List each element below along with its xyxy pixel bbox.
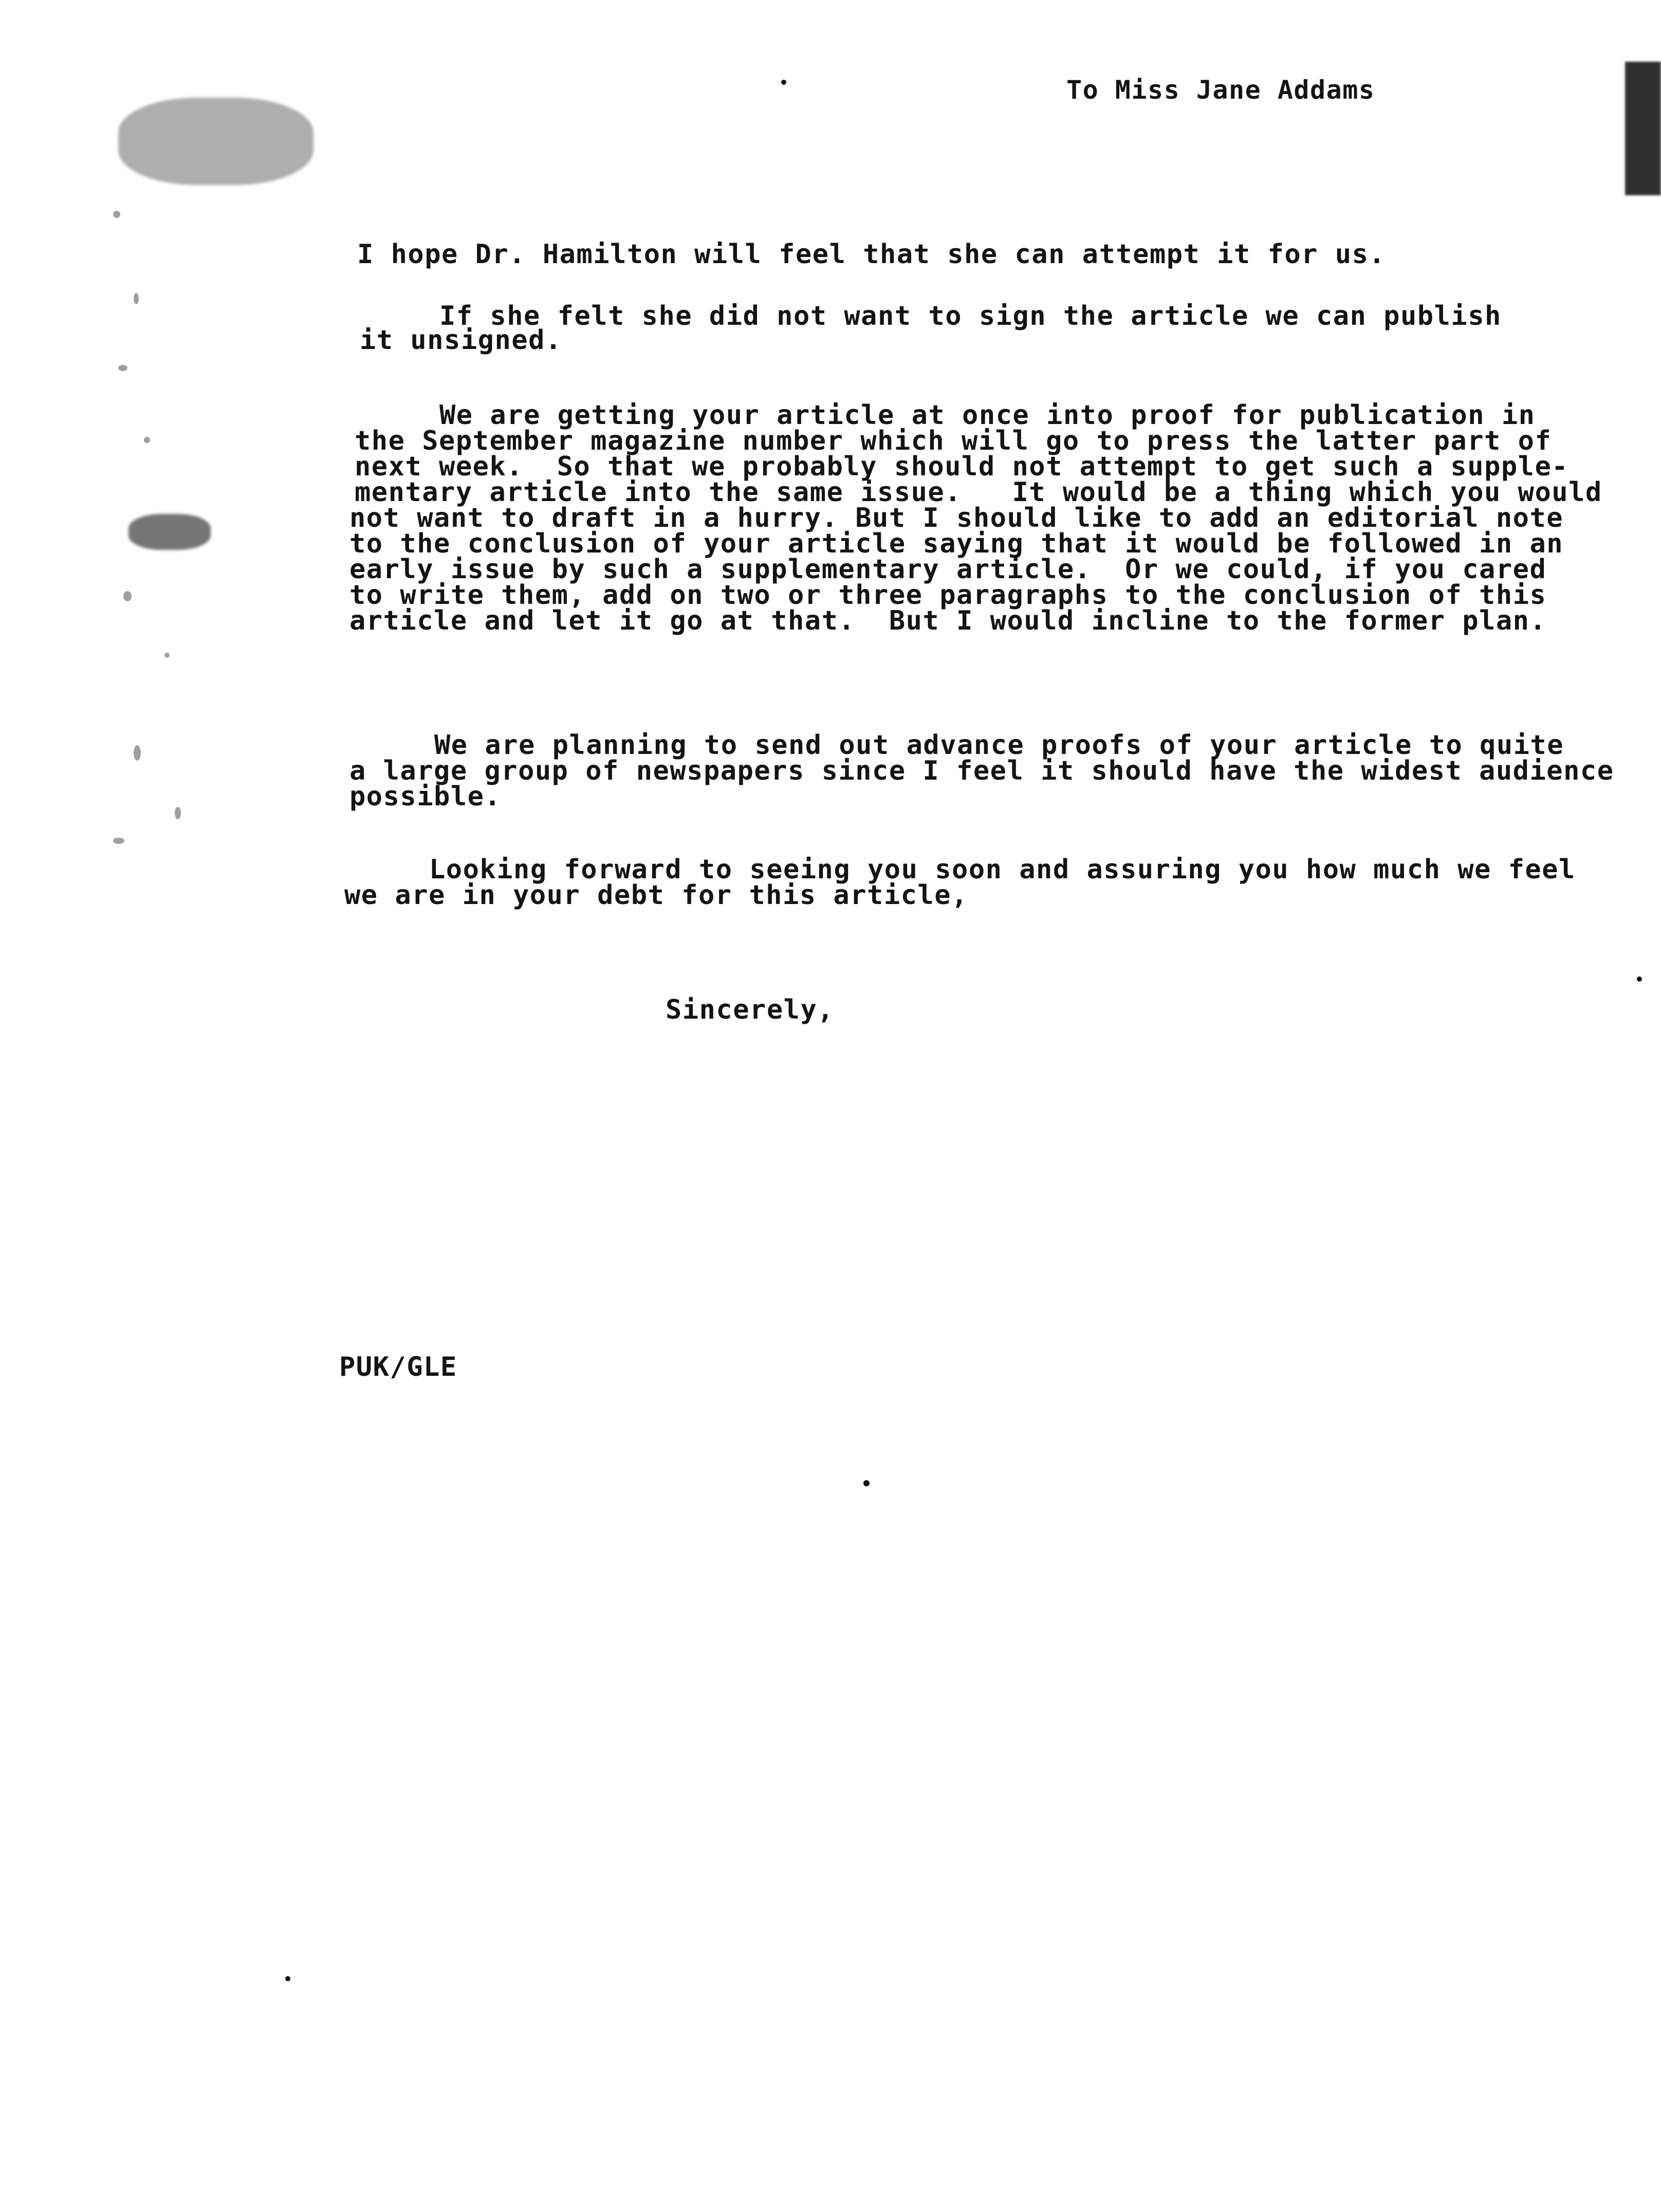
body-line: mentary article into the same issue. It would be a thing which you would (355, 477, 1602, 508)
body-line: We are getting your article at once into proof for publication in (439, 400, 1536, 431)
body-line: I hope Dr. Hamilton will feel that she can attempt it for us. (357, 239, 1386, 270)
scan-edge-shadow (1625, 62, 1661, 195)
body-line: Looking forward to seeing you soon and assuring you how much we feel (429, 854, 1576, 885)
body-line: next week. So that we probably should not attempt to get such a supple- (355, 451, 1569, 482)
typist-initials: PUK/GLE (339, 1352, 457, 1382)
body-line: If she felt she did not want to sign the article we can publish (439, 301, 1502, 331)
body-line: it unsigned. (360, 325, 562, 356)
body-line: not want to draft in a hurry. But I should like to add an editorial note (349, 503, 1564, 533)
body-line: a large group of newspapers since I feel it should have the widest audience (349, 755, 1614, 786)
body-line: to write them, add on two or three paragraphs to the conclusion of this (349, 580, 1547, 611)
scan-speck (863, 1480, 870, 1486)
addressee-header: To Miss Jane Addams (1066, 75, 1375, 105)
body-line: the September magazine number which will go to press the latter part of (355, 426, 1552, 456)
body-line: possible. (349, 781, 502, 812)
scan-noise-left-margin (103, 77, 329, 848)
body-line: we are in your debt for this article, (344, 880, 968, 911)
body-line: to the conclusion of your article saying that it would be followed in an (349, 528, 1564, 559)
closing-sincerely: Sincerely, (666, 994, 835, 1025)
scan-speck (1637, 976, 1642, 982)
scan-speck (285, 1976, 290, 1981)
body-line: article and let it go at that. But I would incline to the former plan. (349, 605, 1547, 636)
body-line: We are planning to send out advance proofs of your article to quite (434, 730, 1564, 761)
body-line: early issue by such a supplementary article. Or we could, if you cared (349, 554, 1547, 585)
scan-speck (781, 80, 786, 85)
